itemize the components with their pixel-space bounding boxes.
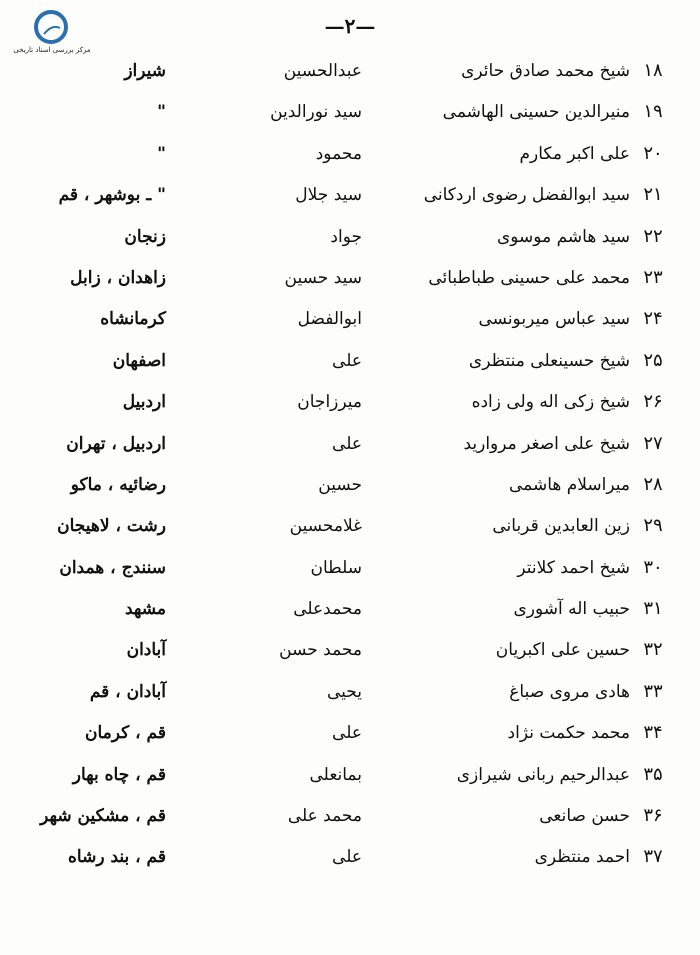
city-name: زنجان [124,226,166,247]
father-name: محمدعلی [293,599,362,620]
city-name: شیراز [124,61,166,81]
father-name: یحیی [326,681,362,702]
father-name: محمد علی [287,806,362,827]
name-list [0,52,700,880]
person-name: شیخ حسینعلی منتظری [468,350,630,371]
row-number: ۳۳ [643,680,663,702]
list-row [0,300,700,341]
city-name: زاهدان ، زابل [70,267,166,288]
person-name: شیخ محمد صادق حائری [461,61,630,81]
person-name: حسن صانعی [539,806,630,827]
row-number: ۱۹ [643,101,663,123]
city-name: قم ، بند رشاه [67,847,166,868]
logo-caption: مرکز بررسی اسناد تاریخی [13,46,91,54]
city-name: اردبیل ، تهران [66,433,166,454]
father-name: محمود [315,143,362,164]
father-name: سید نورالدین [270,102,362,123]
person-name: سید عباس میربونسی [478,309,630,330]
list-row [0,756,700,797]
list-row [0,838,700,879]
city-name: مشهد [124,599,166,620]
father-name: میرزاجان [297,392,362,413]
person-name: عبدالرحیم ربانی شیرازی [456,764,630,785]
city-name: " [157,143,166,164]
list-row [0,466,700,507]
list-row [0,383,700,424]
list-row [0,259,700,300]
person-name: منیرالدین حسینی الهاشمی [442,102,630,123]
city-name: سنندج ، همدان [59,557,166,578]
row-number: ۲۰ [643,142,663,164]
list-row [0,797,700,838]
father-name: علی [332,723,362,744]
row-number: ۲۱ [643,184,663,206]
row-number: ۳۲ [643,639,663,661]
list-row [0,590,700,631]
list-row [0,714,700,755]
person-name: محمد علی حسینی طباطبائی [428,267,630,288]
city-name: کرمانشاه [100,309,166,330]
row-number: ۳۰ [643,556,663,578]
person-name: سید هاشم موسوی [496,226,630,247]
list-row [0,549,700,590]
city-name: اردبیل [122,392,166,413]
row-number: ۳۵ [643,763,663,785]
person-name: شیخ زکی اله ولی زاده [471,392,630,413]
list-row [0,135,700,176]
person-name: هادی مروی صباغ [509,681,630,702]
row-number: ۲۳ [643,266,663,288]
list-row [0,176,700,217]
city-name: رضائیه ، ماکو [70,474,166,495]
person-name: علی اکبر مکارم [519,143,630,164]
person-name: زین العابدین قربانی [492,516,630,537]
father-name: محمد حسن [279,640,362,661]
father-name: ابوالفضل [297,309,362,330]
city-name: " ـ بوشهر ، قم [58,185,166,206]
row-number: ۲۶ [643,391,663,413]
row-number: ۲۹ [643,515,663,537]
row-number: ۳۶ [643,805,663,827]
row-number: ۱۸ [643,60,663,81]
person-name: محمد حکمت نژاد [507,723,630,744]
row-number: ۳۱ [643,598,663,620]
list-row [0,631,700,672]
person-name: میراسلام هاشمی [508,474,630,495]
row-number: ۲۲ [643,225,663,247]
row-number: ۲۴ [643,308,663,330]
father-name: غلامحسین [289,516,362,537]
city-name: رشت ، لاهیجان [57,516,166,537]
father-name: عبدالحسین [283,61,362,81]
city-name: آبادان [126,640,166,661]
person-name: حبیب اله آشوری [513,599,630,620]
person-name: شیخ علی اصغر مروارید [463,433,630,454]
father-name: حسین [318,474,362,495]
city-name: قم ، کرمان [84,723,166,744]
father-name: علی [332,350,362,371]
city-name: اصفهان [112,350,166,371]
list-row [0,93,700,134]
person-name: سید ابوالفضل رضوی اردکانی [423,185,630,206]
row-number: ۲۵ [643,349,663,371]
list-row [0,425,700,466]
father-name: علی [332,847,362,868]
city-name: قم ، چاه بهار [72,764,166,785]
person-name: احمد منتظری [534,847,630,868]
father-name: سید حسین [284,267,362,288]
father-name: بمانعلی [309,764,362,785]
row-number: ۲۷ [643,432,663,454]
father-name: سید جلال [295,185,362,206]
list-row [0,507,700,548]
father-name: علی [332,433,362,454]
row-number: ۳۷ [643,846,663,868]
list-row [0,342,700,383]
city-name: " [157,102,166,123]
row-number: ۲۸ [643,473,663,495]
city-name: آبادان ، قم [89,681,166,702]
row-number: ۳۴ [643,722,663,744]
person-name: شیخ احمد کلانتر [517,557,630,578]
city-name: قم ، مشکین شهر [40,806,166,827]
list-row [0,673,700,714]
list-row [0,52,700,93]
page-number: —۲— [324,14,376,38]
person-name: حسین علی اکبریان [495,640,630,661]
father-name: جواد [330,226,362,247]
list-row [0,218,700,259]
father-name: سلطان [310,557,362,578]
